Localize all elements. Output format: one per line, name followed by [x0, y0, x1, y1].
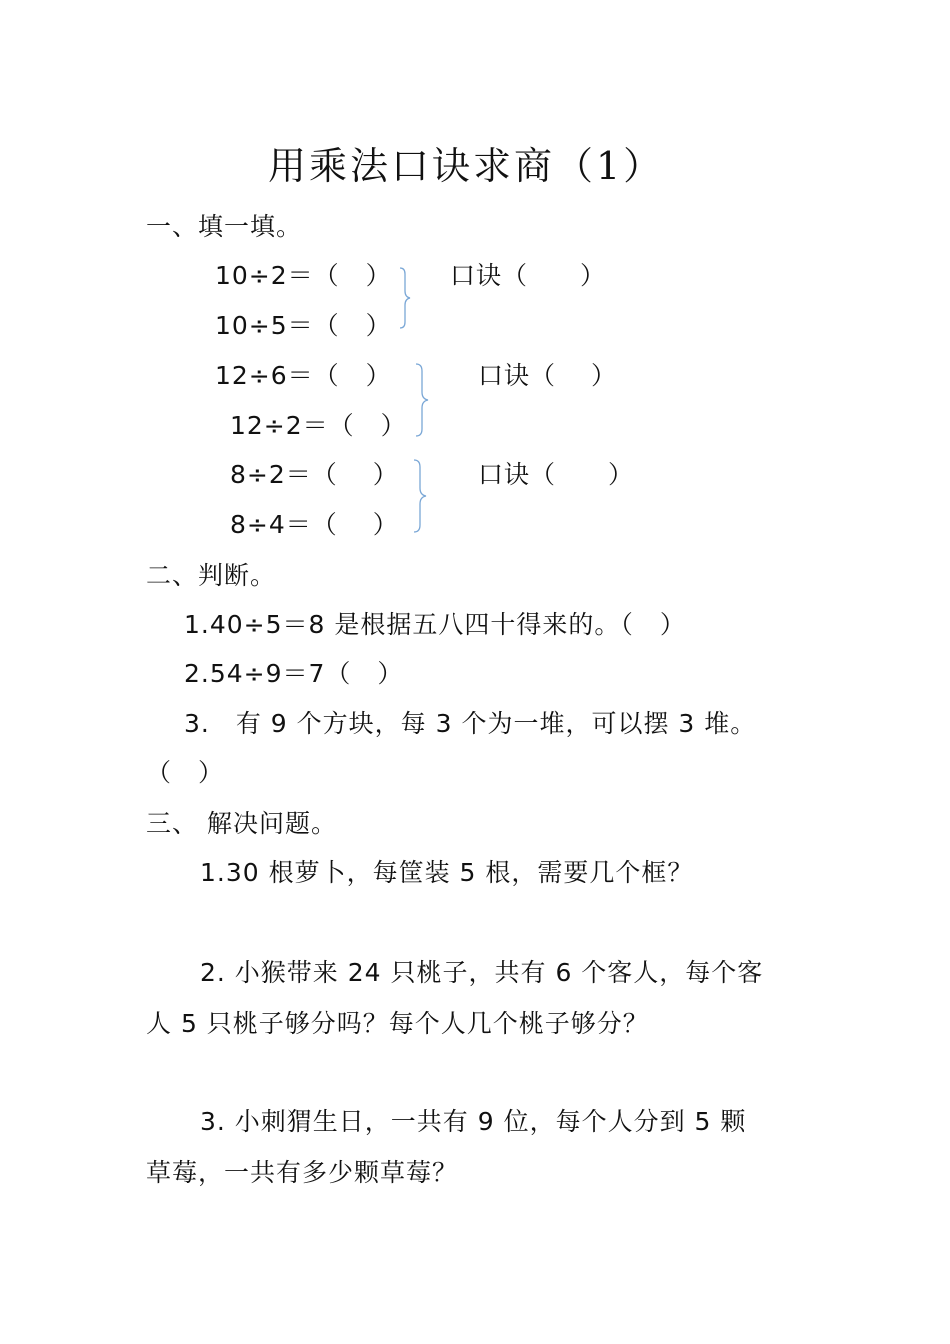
group-3-brace	[412, 458, 428, 534]
mnemonic-2: 口诀（ ）	[478, 361, 617, 390]
group-1-brace	[398, 266, 412, 330]
section-3-heading: 三、 解决问题。	[146, 809, 337, 838]
page-title: 用乘法口诀求商（1）	[268, 144, 665, 188]
problem-2-line-2: 人 5 只桃子够分吗？每个人几个桃子够分？	[146, 1009, 649, 1038]
problem-2-line-1: 2. 小猴带来 24 只桃子，共有 6 个客人，每个客	[200, 958, 764, 987]
mnemonic-1: 口诀（ ）	[450, 261, 607, 290]
group-2-brace	[414, 362, 430, 438]
fill-equation-6: 8÷4＝（ ）	[230, 510, 399, 539]
judge-item-3: 3. 有 9 个方块，每 3 个为一堆，可以摆 3 堆。	[184, 709, 757, 738]
problem-3-line-1: 3. 小刺猬生日，一共有 9 位，每个人分到 5 颗	[200, 1107, 747, 1136]
fill-equation-5: 8÷2＝（ ）	[230, 460, 399, 489]
judge-item-3-answer: （ ）	[146, 758, 225, 787]
fill-equation-1: 10÷2＝（ ）	[215, 261, 392, 290]
fill-equation-3: 12÷6＝（ ）	[215, 361, 392, 390]
section-1-heading: 一、填一填。	[146, 212, 303, 241]
mnemonic-3: 口诀（ ）	[478, 460, 635, 489]
judge-item-1: 1.40÷5＝8 是根据五八四十得来的。（ ）	[184, 610, 686, 639]
problem-1: 1.30 根萝卜，每筐装 5 根，需要几个框？	[200, 858, 694, 887]
section-2-heading: 二、判断。	[146, 561, 277, 590]
judge-item-2: 2.54÷9＝7（ ）	[184, 659, 404, 688]
problem-3-line-2: 草莓，一共有多少颗草莓？	[146, 1158, 459, 1187]
fill-equation-2: 10÷5＝（ ）	[215, 311, 392, 340]
fill-equation-4: 12÷2＝（ ）	[230, 411, 407, 440]
